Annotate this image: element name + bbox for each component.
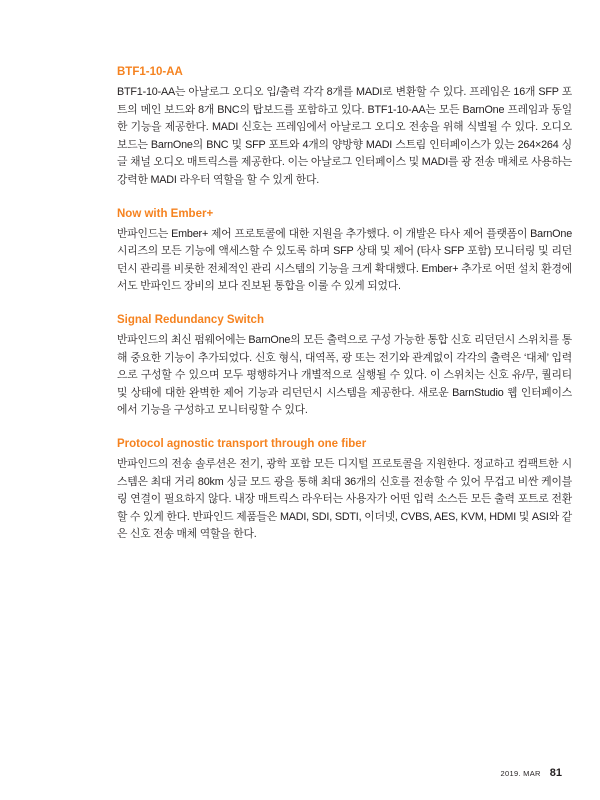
article-content [117, 64, 572, 560]
section-heading: BTF1-10-AA [117, 66, 183, 78]
section-now-with-ember [117, 206, 572, 296]
section-body: 반파인드의 최신 펌웨어에는 BarnOne의 모든 출력으로 구성 가능한 통합 신호 리던던시 스위치를 통해 중요한 기능이 추가되었다. 신호 형식, 대역폭, 광 또는 전기와 관계없이 각각의 출력은 ‘대체’ 입력으로 구성할 수 있으며 모두 평행하거나 개별적으로 실행될 수 있다. 이 스위치는 신호 유/무, 퀄리티 및 상태에 대한 완벽한 제어 기능과 리던던시 시스템을 제공한다. 새로운 BarnStudio 웹 인터페이스에서 기능을 구성하고 모니터링할 수 있다. [117, 333, 572, 417]
page-number: 81 [549, 767, 562, 779]
section-heading: Now with Ember+ [117, 207, 214, 220]
section-body: BTF1-10-AA는 아날로그 오디오 입/출력 각각 8개를 MADI로 변환할 수 있다. 프레임은 16개 SFP 포트의 메인 보드와 8개 BNC의 탑보드를 포함하고 있다. BTF1-10-AA는 모든 BarnOne 프레임과 동일한 기능을 제공한다. MADI 신호는 프레임에서 아날로그 오디오 전송을 위해 식별될 수 있다. 오디오 보드는 BarnOne의 BNC 및 SFP 포트와 4개의 양방향 MADI 스트림 인터페이스가 있는 264×264 싱글 채널 오디오 매트릭스를 제공한다. 이는 아날로그 인터페이스 및 MADI를 광 전송 매체로 사용하는 강력한 MADI 라우터 역할을 할 수 있게 한다. [117, 86, 572, 186]
section-btf1-10-aa [117, 64, 572, 190]
section-signal-redundancy-switch [117, 312, 572, 420]
section-heading: Signal Redundancy Switch [117, 313, 264, 326]
page-footer [501, 767, 562, 779]
issue-date: 2019. MAR [500, 769, 541, 778]
section-protocol-agnostic-transport [117, 436, 572, 544]
section-body: 반파인드는 Ember+ 제어 프로토콜에 대한 지원을 추가했다. 이 개발은 타사 제어 플랫폼이 BarnOne 시리즈의 모든 기능에 액세스할 수 있도록 하며 SFP 상태 및 제어 (타사 SFP 포함) 모니터링 및 리던던시 관리를 비롯한 전체적인 관리 시스템의 기능을 크게 확대했다. Ember+ 추가로 어떤 설치 환경에서도 반파인드 장비의 보다 진보된 통합을 이룰 수 있게 되었다. [117, 227, 572, 293]
section-heading: Protocol agnostic transport through one fiber [117, 437, 367, 450]
section-body: 반파인드의 전송 솔루션은 전기, 광학 포함 모든 디지털 프로토콜을 지원한다. 정교하고 컴팩트한 시스템은 최대 거리 80km 싱글 모드 광을 통해 최대 36개의 신호를 전송할 수 있어 무겁고 비싼 케이블링 연결이 필요하지 않다. 내장 매트릭스 라우터는 사용자가 어떤 입력 소스든 모든 출력 포트로 전환할 수 있게 한다. 반파인드 제품들은 MADI, SDI, SDTI, 이더넷, CVBS, AES, KVM, HDMI 및 ASI와 같은 신호 전송 매체 역할을 한다. [117, 457, 572, 541]
